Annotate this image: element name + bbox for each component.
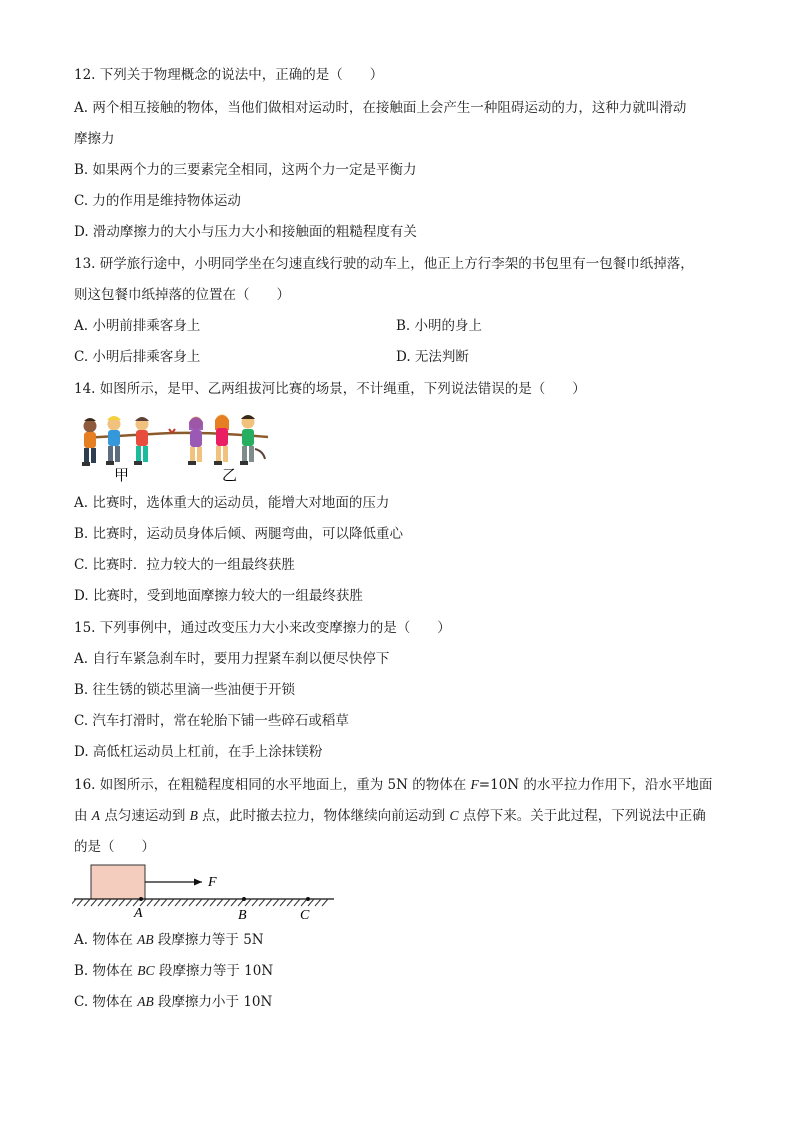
q14-option-c: C. 比赛时．拉力较大的一组最终获胜 bbox=[74, 557, 295, 573]
q12-stem: 12. 下列关于物理概念的说法中，正确的是（ ） bbox=[74, 67, 384, 83]
q12-option-a: A. 两个相互接触的物体，当他们做相对运动时，在接触面上会产生一种阻碍运动的力，这种力就叫滑动 bbox=[74, 100, 687, 116]
ground-hatching bbox=[72, 899, 328, 906]
q16-stem: 16. 如图所示，在粗糙程度相同的水平地面上，重为 5N 的物体在 F=10N 的水平拉力作用下，沿水平地面 bbox=[74, 777, 713, 793]
q13-option-d: D. 无法判断 bbox=[396, 349, 469, 365]
q13-stem-cont: 则这包餐巾纸掉落的位置在（ ） bbox=[74, 287, 290, 303]
q12-option-a-cont: 摩擦力 bbox=[74, 131, 115, 147]
point-b-label: B bbox=[238, 908, 247, 923]
q12-option-d: D. 滑动摩擦力的大小与压力大小和接触面的粗糙程度有关 bbox=[74, 224, 417, 240]
q13-stem: 13. 研学旅行途中，小明同学坐在匀速直线行驶的动车上，他正上方行李架的书包里有一包餐巾纸掉落， bbox=[74, 256, 694, 272]
q14-option-d: D. 比赛时，受到地面摩擦力较大的一组最终获胜 bbox=[74, 588, 363, 604]
point-a-label: A bbox=[134, 906, 143, 921]
point-c-label: C bbox=[300, 908, 310, 923]
q14-option-a: A. 比赛时，选体重大的运动员，能增大对地面的压力 bbox=[74, 495, 390, 511]
q12-option-b: B. 如果两个力的三要素完全相同，这两个力一定是平衡力 bbox=[74, 162, 417, 178]
q15-option-d: D. 高低杠运动员上杠前，在手上涂抹镁粉 bbox=[74, 744, 323, 760]
q16-option-c: C. 物体在 AB 段摩擦力小于 10N bbox=[74, 994, 273, 1010]
q15-option-a: A. 自行车紧急刹车时，要用力捏紧车刹以便尽快停下 bbox=[74, 651, 390, 667]
tug-of-war-figure bbox=[72, 404, 282, 484]
q13-option-c: C. 小明后排乘客身上 bbox=[74, 349, 201, 365]
q15-stem: 15. 下列事例中，通过改变压力大小来改变摩擦力的是（ ） bbox=[74, 620, 451, 636]
q15-option-b: B. 往生锈的锁芯里滴一些油便于开锁 bbox=[74, 682, 296, 698]
q16-stem-end: 的是（ ） bbox=[74, 839, 155, 855]
block-motion-figure bbox=[72, 858, 342, 928]
q13-option-b: B. 小明的身上 bbox=[396, 318, 483, 334]
q14-stem: 14. 如图所示，是甲、乙两组拔河比赛的场景，不计绳重，下列说法错误的是（ ） bbox=[74, 381, 586, 397]
q13-option-a: A. 小明前排乘客身上 bbox=[74, 318, 201, 334]
team-jia-label: 甲 bbox=[114, 466, 130, 484]
q16-option-a: A. 物体在 AB 段摩擦力等于 5N bbox=[74, 932, 264, 948]
q12-option-c: C. 力的作用是维持物体运动 bbox=[74, 193, 241, 209]
q16-option-b: B. 物体在 BC 段摩擦力等于 10N bbox=[74, 963, 274, 979]
q14-option-b: B. 比赛时，运动员身体后倾、两腿弯曲，可以降低重心 bbox=[74, 526, 404, 542]
team-yi-label: 乙 bbox=[222, 466, 238, 484]
q16-stem-cont: 由 A 点匀速运动到 B 点，此时撤去拉力，物体继续向前运动到 C 点停下来。关于此过程，下列说法中正确 bbox=[74, 808, 706, 824]
block bbox=[91, 865, 145, 899]
q15-option-c: C. 汽车打滑时，常在轮胎下铺一些碎石或稻草 bbox=[74, 713, 349, 729]
force-label: F bbox=[208, 875, 217, 890]
